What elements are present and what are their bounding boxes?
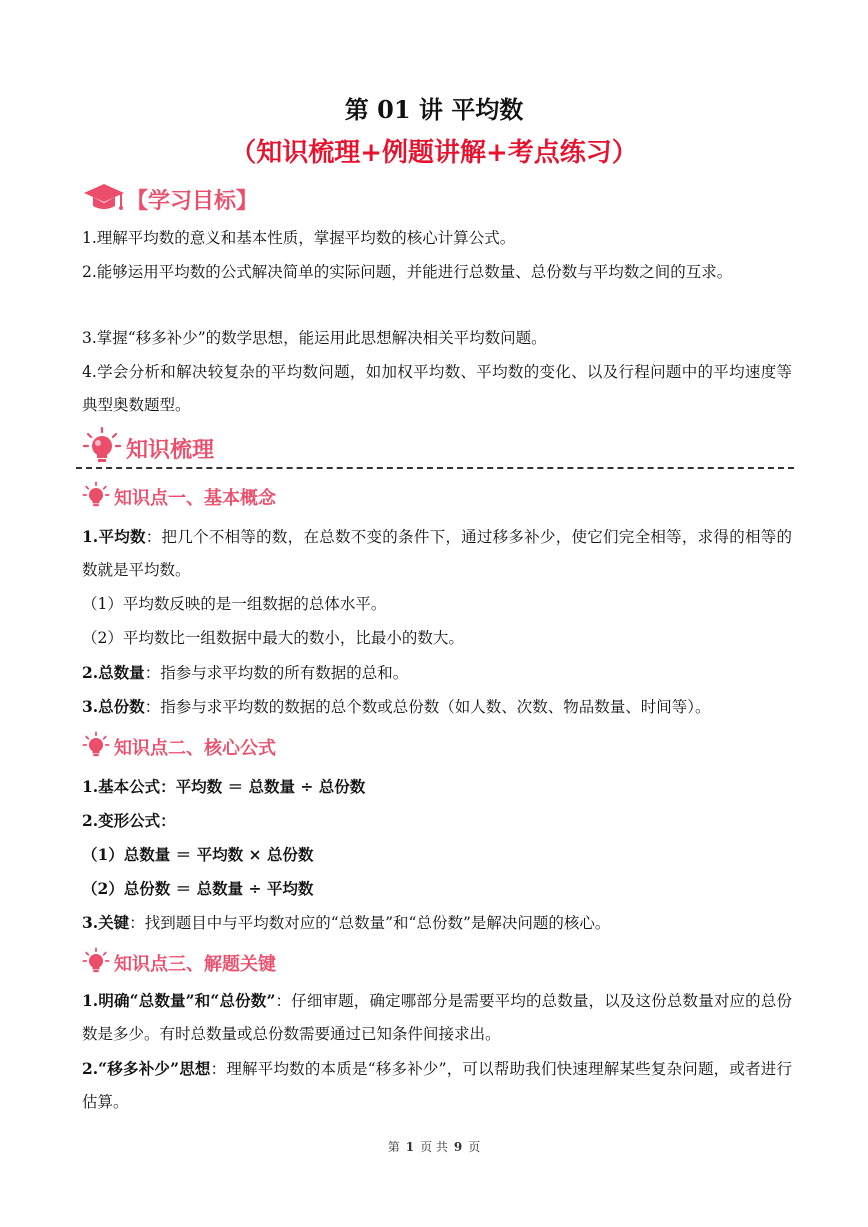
goals-heading (82, 180, 258, 218)
knowledge-heading-text: 知识梳理 (126, 437, 215, 463)
formula-variant-2: （2）总份数 ＝ 总数量 ÷ 平均数 (82, 879, 314, 898)
point3-heading-text: 知识点三、解题关键 (114, 954, 276, 975)
goal-item: 3.掌握“移多补少”的数学思想，能运用此思想解决相关平均数问题。 (82, 329, 547, 347)
point3-heading (82, 947, 276, 979)
page-subtitle: （知识梳理+例题讲解+考点练习） (230, 138, 638, 168)
goal-item: 1.理解平均数的意义和基本性质，掌握平均数的核心计算公式。 (82, 229, 516, 247)
point1-heading (82, 481, 276, 513)
paragraph: 3.总份数：指参与求平均数的数据的总个数或总份数（如人数、次数、物品数量、时间等）。 (82, 697, 711, 716)
page-title: 第 01 讲 平均数 (344, 95, 524, 124)
paragraph: 1.明确“总数量”和“总份数”：仔细审题，确定哪部分是需要平均的总数量，以及这份总数量对应的总份数是多少。有时总数量或总份数需要通过已知条件间接求出。 (82, 991, 792, 1043)
formula-variant-1: （1）总数量 ＝ 平均数 × 总份数 (82, 845, 314, 864)
paragraph: 2.总数量：指参与求平均数的所有数据的总和。 (82, 663, 409, 682)
paragraph: （1）平均数反映的是一组数据的总体水平。 (82, 595, 387, 613)
point2-heading (82, 731, 276, 763)
lightbulb-icon (82, 481, 110, 513)
formula-variant-label: 2.变形公式： (82, 811, 176, 830)
paragraph: 3.关键：找到题目中与平均数对应的“总数量”和“总份数”是解决问题的核心。 (82, 913, 611, 932)
point2-heading-text: 知识点二、核心公式 (114, 738, 276, 759)
paragraph: 2.“移多补少”思想：理解平均数的本质是“移多补少”，可以帮助我们快速理解某些复杂问题，或者进行估算。 (82, 1059, 792, 1111)
point1-heading-text: 知识点一、基本概念 (114, 488, 276, 509)
goal-item: 2.能够运用平均数的公式解决简单的实际问题，并能进行总数量、总份数与平均数之间的互求。 (82, 263, 733, 281)
paragraph: 1.平均数：把几个不相等的数，在总数不变的条件下，通过移多补少，使它们完全相等，求得的相等的数就是平均数。 (82, 527, 792, 579)
goals-heading-text: 【学习目标】 (126, 188, 259, 214)
lightbulb-icon (82, 426, 122, 470)
paragraph: （2）平均数比一组数据中最大的数小，比最小的数大。 (82, 629, 464, 647)
page-footer: 第 1 页 共 9 页 (387, 1140, 481, 1154)
graduation-cap-icon (82, 180, 126, 218)
section-divider (76, 467, 794, 469)
lightbulb-icon (82, 947, 110, 979)
formula-basic: 1.基本公式：平均数 ＝ 总数量 ÷ 总份数 (82, 777, 366, 796)
goal-item: 4.学会分析和解决较复杂的平均数问题，如加权平均数、平均数的变化、以及行程问题中的平均速度等典型奥数题型。 (82, 363, 792, 414)
lightbulb-icon (82, 731, 110, 763)
knowledge-heading (82, 426, 214, 470)
